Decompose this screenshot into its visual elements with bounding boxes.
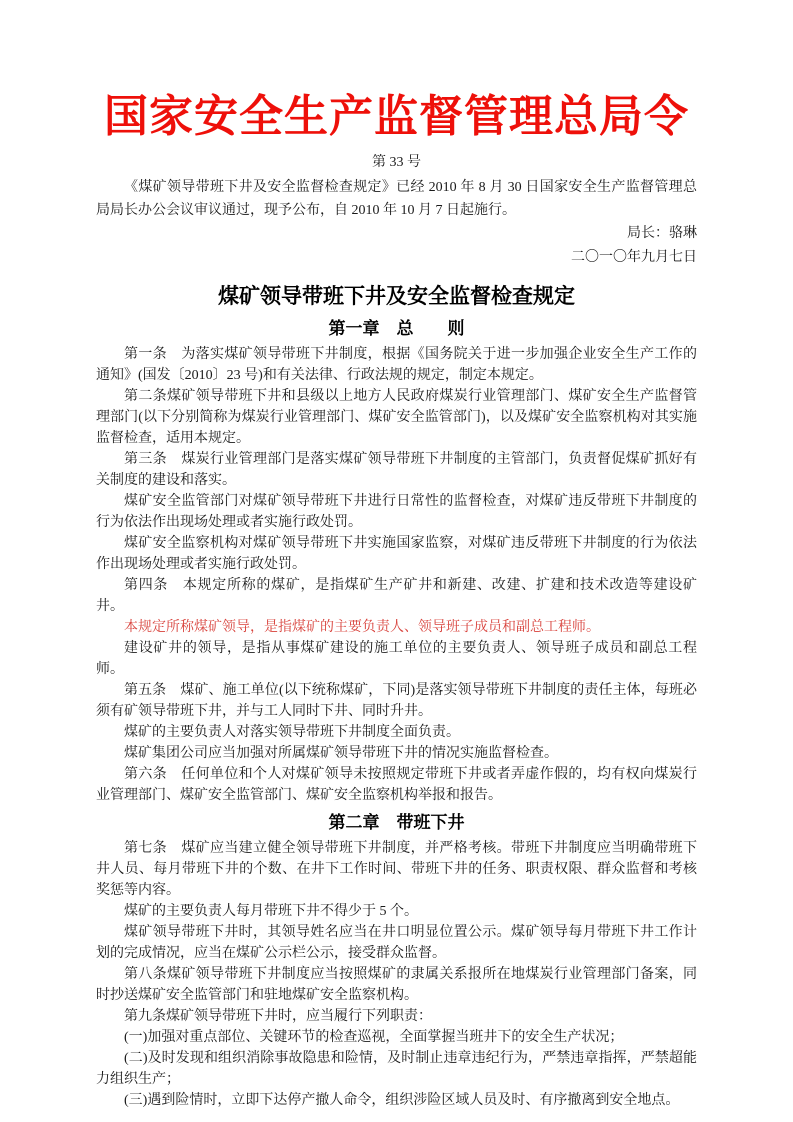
issue-number: 第 33 号: [372, 155, 421, 170]
body-paragraph: 煤矿的主要负责人对落实领导带班下井制度全面负责。: [124, 725, 460, 740]
chapter-heading: 第一章 总 则: [328, 319, 465, 338]
masthead-title: 国家安全生产监督管理总局令: [104, 92, 689, 141]
body-paragraph: 第八条煤矿领导带班下井制度应当按照煤矿的隶属关系报所在地煤炭行业管理部门备案，同时抄送煤矿安全监管部门和驻地煤矿安全监察机构。: [96, 967, 697, 1003]
body-paragraph: 煤矿安全监管部门对煤矿领导带班下井进行日常性的监督检查，对煤矿违反带班下井制度的行为依法作出现场处理或者实施行政处罚。: [96, 494, 697, 530]
body-paragraph: 煤矿安全监察机构对煤矿领导带班下井实施国家监察，对煤矿违反带班下井制度的行为依法作出现场处理或者实施行政处罚。: [96, 536, 697, 572]
body-paragraph: 第三条 煤炭行业管理部门是落实煤矿领导带班下井制度的主管部门，负责督促煤矿抓好有关制度的建设和落实。: [96, 452, 697, 488]
chapter-heading: 第二章 带班下井: [328, 813, 465, 832]
body-paragraph: 第九条煤矿领导带班下井时，应当履行下列职责：: [124, 1009, 432, 1024]
body-paragraph-highlighted: 本规定所称煤矿领导，是指煤矿的主要负责人、领导班子成员和副总工程师。: [124, 620, 600, 635]
signature-name: 局长：骆琳: [627, 226, 697, 241]
body-paragraph: (二)及时发现和组织消除事故隐患和险情，及时制止违章违纪行为，严禁违章指挥，严禁超能力组织生产；: [96, 1051, 697, 1087]
body-paragraph: 第六条 任何单位和个人对煤矿领导未按照规定带班下井或者弄虚作假的，均有权向煤炭行业管理部门、煤矿安全监管部门、煤矿安全监察机构举报和报告。: [96, 767, 697, 803]
body-paragraph: 第五条 煤矿、施工单位(以下统称煤矿，下同)是落实领导带班下井制度的责任主体，每班必须有矿领导带班下井，并与工人同时下井、同时升井。: [96, 683, 697, 719]
body-paragraph: (一)加强对重点部位、关键环节的检查巡视，全面掌握当班井下的安全生产状况；: [124, 1030, 624, 1045]
body-paragraph: 煤矿集团公司应当加强对所属煤矿领导带班下井的情况实施监督检查。: [124, 746, 558, 761]
document-body: [96, 316, 697, 1111]
body-paragraph: 第七条 煤矿应当建立健全领导带班下井制度，并严格考核。带班下井制度应当明确带班下井人员、每月带班下井的个数、在井下工作时间、带班下井的任务、职责权限、群众监督和考核奖惩等内容。: [96, 841, 697, 898]
body-paragraph: 煤矿领导带班下井时，其领导姓名应当在井口明显位置公示。煤矿领导每月带班下井工作计划的完成情况，应当在煤矿公示栏公示，接受群众监督。: [96, 925, 697, 961]
preamble-paragraph: 《煤矿领导带班下井及安全监督检查规定》已经 2010 年 8 月 30 日国家安全生产监督管理总局局长办公会议审议通过，现予公布，自 2010 年 10 月 7 日起施行。: [96, 180, 697, 218]
signature-date: 二〇一〇年九月七日: [571, 250, 697, 265]
body-paragraph: 建设矿井的领导，是指从事煤矿建设的施工单位的主要负责人、领导班子成员和副总工程师。: [96, 641, 697, 677]
body-paragraph: 第四条 本规定所称的煤矿，是指煤矿生产矿井和新建、改建、扩建和技术改造等建设矿井。: [96, 578, 697, 614]
body-paragraph: 煤矿的主要负责人每月带班下井不得少于 5 个。: [124, 904, 418, 919]
body-paragraph: 第一条 为落实煤矿领导带班下井制度，根据《国务院关于进一步加强企业安全生产工作的通知》(国发〔2010〕23 号)和有关法律、行政法规的规定，制定本规定。: [96, 347, 697, 383]
body-paragraph: (三)遇到险情时，立即下达停产撤人命令，组织涉险区域人员及时、有序撤离到安全地点。: [124, 1093, 680, 1108]
body-paragraph: 第二条煤矿领导带班下井和县级以上地方人民政府煤炭行业管理部门、煤矿安全生产监督管理部门(以下分别简称为煤炭行业管理部门、煤矿安全监管部门)，以及煤矿安全监察机构对其实施监督检查，适用本规定。: [96, 389, 697, 446]
document-title: 煤矿领导带班下井及安全监督检查规定: [218, 285, 575, 308]
